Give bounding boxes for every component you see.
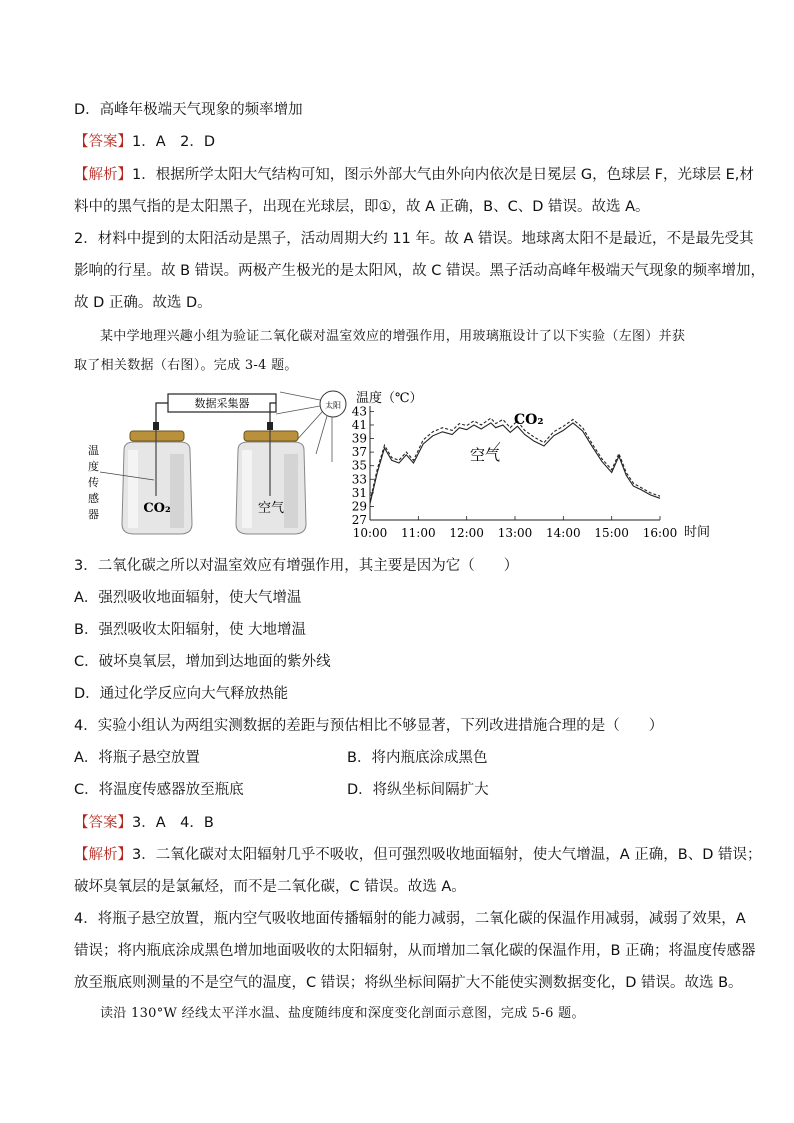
- series-air-line: [370, 423, 660, 504]
- x-tick-label: 11:00: [401, 526, 436, 540]
- q4-option-b: B．将内瓶底涂成黑色: [347, 750, 488, 766]
- answer-block-2: [74, 813, 214, 833]
- explanation-4-line-b: 错误；将内瓶底涂成黑色增加地面吸收的太阳辐射，从而增加二氧化碳的保温作用，B 正确；将温度传感器: [74, 943, 756, 959]
- svg-text:器: 器: [88, 508, 99, 521]
- explanation-1-line-b: 料中的黑气指的是太阳黑子，出现在光球层，即①，故 A 正确，B、C、D 错误。故选 A。: [74, 199, 650, 215]
- y-tick-label: 29: [351, 499, 367, 514]
- chart-xlabel: 时间: [684, 525, 711, 540]
- explanation-1-line-a: [74, 165, 754, 185]
- explanation-2-line-b: 影响的行星。故 B 错误。两极产生极光的是太阳风，故 C 错误。黑子活动高峰年极端天气现象的频率增加，: [74, 263, 766, 279]
- y-tick-label: 27: [351, 513, 367, 527]
- svg-text:温: 温: [88, 444, 99, 457]
- q4-option-a: A．将瓶子悬空放置: [74, 750, 200, 766]
- question-3: 3．二氧化碳之所以对温室效应有增强作用，其主要是因为它（ ）: [74, 558, 519, 574]
- y-tick-label: 33: [351, 472, 367, 487]
- explanation-2-line-a: 2．材料中提到的太阳活动是黑子，活动周期大约 11 年。故 A 错误。地球离太阳不是最近，不是最先受其: [74, 231, 754, 247]
- explanation-2-line-c: 故 D 正确。故选 D。: [74, 295, 212, 311]
- intro-5-6: 读沿 130°W 经线太平洋水温、盐度随纬度和深度变化剖面示意图，完成 5-6 题。: [100, 1006, 585, 1021]
- sun-label: 太阳: [325, 401, 341, 410]
- q4-option-d: D．将纵坐标间隔扩大: [347, 782, 489, 798]
- y-tick-label: 37: [351, 445, 367, 460]
- co2-jar: [122, 430, 192, 534]
- answer-tag-2: 【答案】: [74, 815, 132, 831]
- jar-air-label: 空气: [257, 501, 285, 516]
- series-co2-line: [370, 418, 660, 501]
- x-tick-label: 12:00: [449, 526, 484, 540]
- option-d-prev: D．高峰年极端天气现象的频率增加: [74, 102, 303, 118]
- jar-co2-label: CO₂: [143, 501, 171, 516]
- intro-3-4-line-a: 某中学地理兴趣小组为验证二氧化碳对温室效应的增强作用，用玻璃瓶设计了以下实验（左图）并获: [100, 329, 686, 344]
- answer-text: 1．A 2．D: [132, 134, 216, 150]
- explanation-tag: 【解析】: [74, 167, 132, 183]
- series-co2-label: CO₂: [514, 412, 544, 428]
- question-4: 4．实验小组认为两组实测数据的差距与预估相比不够显著，下列改进措施合理的是（ ）: [74, 718, 664, 734]
- explanation-4-line-a: 4．将瓶子悬空放置，瓶内空气吸收地面传播辐射的能力减弱，二氧化碳的保温作用减弱，减弱了效果，A: [74, 911, 746, 927]
- q4-option-c: C．将温度传感器放至瓶底: [74, 782, 244, 798]
- q3-option-c: C．破坏臭氧层，增加到达地面的紫外线: [74, 654, 331, 670]
- x-tick-label: 10:00: [352, 526, 388, 540]
- explanation-3-line-a: [74, 845, 761, 865]
- q3-option-a: A．强烈吸收地面辐射，使大气增温: [74, 590, 302, 606]
- explanation-4-line-c: 放至瓶底则测量的不是空气的温度，C 错误；将纵坐标间隔扩大不能使实测数据变化，D 错误。故选 B。: [74, 975, 743, 991]
- y-tick-label: 35: [351, 458, 367, 473]
- x-tick-label: 15:00: [594, 526, 629, 540]
- y-tick-label: 31: [351, 485, 367, 500]
- y-tick-label: 39: [351, 431, 367, 446]
- q3-option-d: D．通过化学反应向大气释放热能: [74, 686, 289, 702]
- svg-text:度: 度: [88, 460, 99, 473]
- series-air-label: 空气: [470, 446, 501, 464]
- answer-text-2: 3．A 4．B: [132, 815, 214, 831]
- air-jar: [236, 430, 306, 534]
- q3-option-b: B．强烈吸收太阳辐射，使 大地增温: [74, 622, 307, 638]
- answer-tag: 【答案】: [74, 134, 132, 150]
- x-tick-label: 14:00: [546, 526, 581, 540]
- y-tick-label: 43: [351, 404, 367, 419]
- y-tick-label: 41: [351, 417, 367, 432]
- x-tick-label: 13:00: [497, 526, 533, 540]
- intro-3-4-line-b: 取了相关数据（右图）。完成 3-4 题。: [74, 358, 298, 373]
- chart-ylabel: 温度（℃）: [356, 391, 423, 406]
- svg-text:感: 感: [88, 492, 99, 505]
- data-collector-label: 数据采集器: [194, 397, 250, 410]
- sensor-label: [88, 444, 99, 521]
- temperature-chart: [352, 390, 710, 540]
- explanation-3-line-b: 破坏臭氧层的是氯氟烃，而不是二氧化碳，C 错误。故选 A。: [74, 879, 466, 895]
- explanation-text: 1．根据所学太阳大气结构可知，图示外部大气由外向内依次是日冕层 G，色球层 F，光球层 E,材: [132, 167, 754, 183]
- explanation-tag-2: 【解析】: [74, 847, 132, 863]
- explanation-text-3: 3．二氧化碳对太阳辐射几乎不吸收，但可强烈吸收地面辐射，使大气增温，A 正确，B、D 错误；: [132, 847, 762, 863]
- experiment-figure: [80, 384, 720, 544]
- x-tick-label: 16:00: [642, 526, 678, 540]
- svg-text:传: 传: [88, 476, 99, 489]
- answer-block-1: [74, 132, 215, 152]
